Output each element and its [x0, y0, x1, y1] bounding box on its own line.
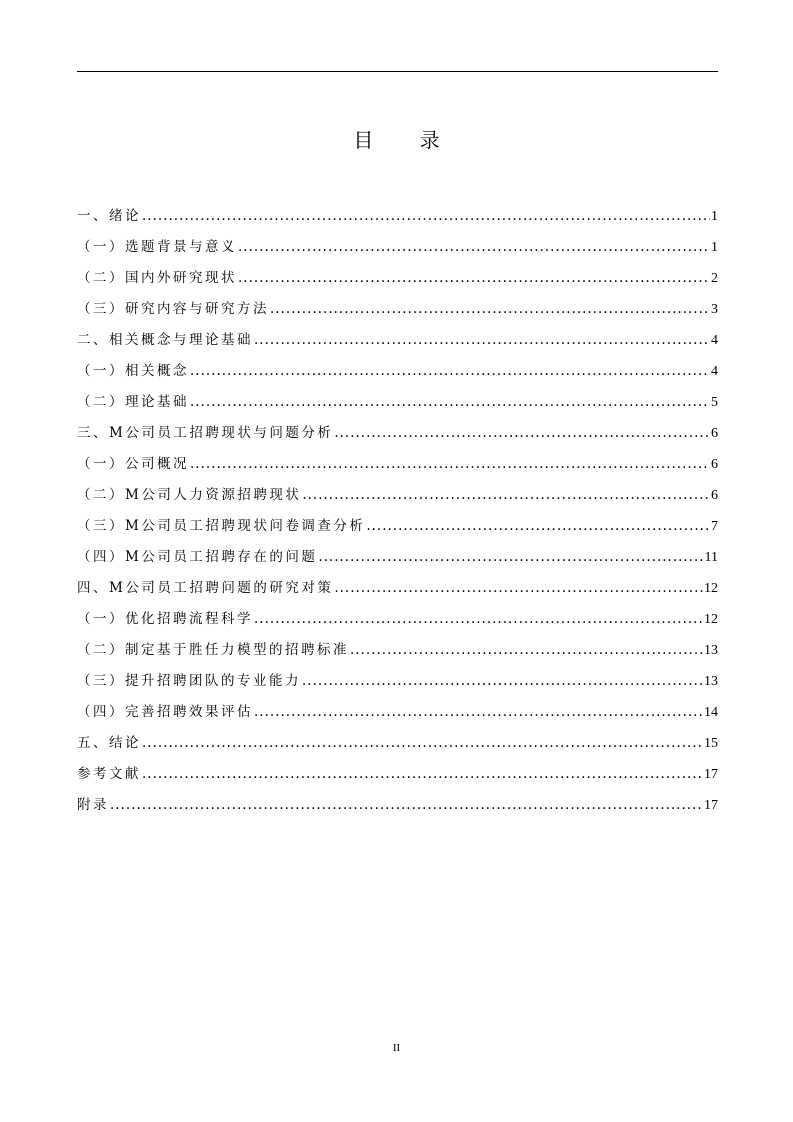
toc-entry-title: （一）相关概念	[77, 363, 189, 379]
toc-entry-page: 5	[711, 395, 718, 410]
toc-entry-page: 1	[711, 209, 718, 224]
toc-entry-page: 13	[704, 643, 718, 658]
toc-dot-leader	[110, 794, 703, 816]
toc-dot-leader	[270, 298, 710, 320]
toc-dot-leader	[254, 329, 710, 351]
toc-entry[interactable]	[77, 732, 718, 763]
toc-dot-leader	[142, 205, 710, 227]
toc-entry-title: 二、相关概念与理论基础	[77, 332, 253, 348]
toc-entry-title: （二）理论基础	[77, 394, 189, 410]
toc-dot-leader	[334, 422, 710, 444]
toc-entry-page: 12	[704, 612, 718, 627]
toc-dot-leader	[190, 391, 710, 413]
toc-dot-leader	[366, 515, 710, 537]
toc-entry[interactable]	[77, 205, 718, 236]
toc-entry[interactable]	[77, 329, 718, 360]
toc-entry-title: 四、M公司员工招聘问题的研究对策	[77, 580, 334, 596]
table-of-contents	[77, 205, 718, 825]
toc-entry-title: 参考文献	[77, 766, 141, 782]
toc-entry-title: （二）制定基于胜任力模型的招聘标准	[77, 642, 349, 658]
toc-entry-page: 3	[711, 302, 718, 317]
toc-entry-page: 2	[711, 271, 718, 286]
toc-dot-leader	[190, 453, 710, 475]
toc-dot-leader	[302, 670, 703, 692]
toc-entry[interactable]	[77, 794, 718, 825]
toc-entry-title: （三）提升招聘团队的专业能力	[77, 673, 301, 689]
toc-entry-page: 14	[704, 705, 718, 720]
toc-dot-leader	[350, 639, 703, 661]
toc-entry[interactable]	[77, 484, 718, 515]
toc-dot-leader	[238, 267, 710, 289]
toc-dot-leader	[254, 701, 703, 723]
toc-entry[interactable]	[77, 360, 718, 391]
toc-entry[interactable]	[77, 453, 718, 484]
toc-entry-page: 1	[711, 240, 718, 255]
toc-entry[interactable]	[77, 236, 718, 267]
toc-entry-title: 一、绪论	[77, 208, 141, 224]
toc-entry[interactable]	[77, 608, 718, 639]
toc-entry-title: （三）M公司员工招聘现状问卷调查分析	[77, 518, 366, 534]
toc-entry[interactable]	[77, 298, 718, 329]
toc-entry-page: 17	[704, 798, 718, 813]
header-rule	[77, 71, 718, 72]
toc-entry-title: 三、M公司员工招聘现状与问题分析	[77, 425, 334, 441]
toc-entry-page: 4	[711, 333, 718, 348]
toc-entry-page: 4	[711, 364, 718, 379]
page-title: 目 录	[353, 128, 460, 152]
toc-dot-leader	[142, 732, 703, 754]
toc-dot-leader	[142, 763, 703, 785]
toc-entry[interactable]	[77, 546, 718, 577]
toc-dot-leader	[334, 577, 703, 599]
toc-entry[interactable]	[77, 763, 718, 794]
toc-entry[interactable]	[77, 422, 718, 453]
toc-entry[interactable]	[77, 267, 718, 298]
toc-entry[interactable]	[77, 577, 718, 608]
toc-entry-page: 6	[711, 426, 718, 441]
toc-entry-page: 6	[711, 457, 718, 472]
page-number: II	[392, 1042, 401, 1054]
toc-entry-page: 6	[711, 488, 718, 503]
toc-entry[interactable]	[77, 701, 718, 732]
toc-entry-title: （一）优化招聘流程科学	[77, 611, 253, 627]
toc-dot-leader	[302, 484, 710, 506]
toc-entry-title: （三）研究内容与研究方法	[77, 301, 269, 317]
toc-entry-title: 五、结论	[77, 735, 141, 751]
toc-dot-leader	[318, 546, 703, 568]
toc-entry-title: （四）完善招聘效果评估	[77, 704, 253, 720]
toc-entry[interactable]	[77, 391, 718, 422]
toc-entry-title: （一）公司概况	[77, 456, 189, 472]
toc-entry-page: 11	[704, 550, 718, 565]
toc-entry-page: 17	[704, 767, 718, 782]
toc-dot-leader	[238, 236, 710, 258]
toc-entry-page: 15	[704, 736, 718, 751]
toc-entry-title: （二）国内外研究现状	[77, 270, 237, 286]
toc-dot-leader	[190, 360, 710, 382]
toc-dot-leader	[254, 608, 703, 630]
toc-entry-title: （一）选题背景与意义	[77, 239, 237, 255]
toc-entry-title: （四）M公司员工招聘存在的问题	[77, 549, 318, 565]
toc-entry[interactable]	[77, 670, 718, 701]
toc-entry[interactable]	[77, 515, 718, 546]
toc-entry-page: 7	[711, 519, 718, 534]
toc-entry-page: 12	[704, 581, 718, 596]
toc-entry-title: （二）M公司人力资源招聘现状	[77, 487, 302, 503]
toc-entry-title: 附录	[77, 797, 109, 813]
toc-entry-page: 13	[704, 674, 718, 689]
toc-entry[interactable]	[77, 639, 718, 670]
